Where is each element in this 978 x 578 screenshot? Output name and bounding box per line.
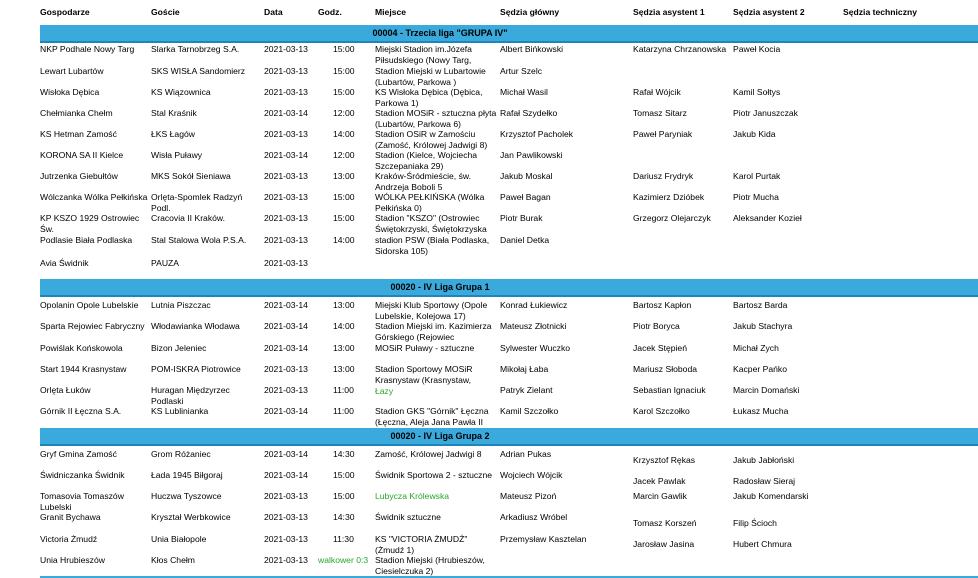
match-date: 2021-03-13 [264, 555, 308, 565]
match-time: 15:00 [333, 44, 355, 54]
col-header-technical: Sędzia techniczny [843, 7, 918, 17]
assistant-referee-2: Filip Ścioch [733, 518, 777, 528]
match-time: 15:00 [333, 213, 355, 223]
match-date: 2021-03-14 [264, 321, 308, 331]
home-team: Wólczanka Wólka Pełkińska [40, 192, 148, 202]
assistant-referee-2: Hubert Chmura [733, 539, 792, 549]
match-time: 14:00 [333, 235, 355, 245]
section-title: 00020 - IV Liga Grupa 1 [390, 282, 490, 292]
match-time: 14:00 [333, 129, 355, 139]
home-team: Granit Bychawa [40, 512, 101, 522]
table-row [40, 385, 978, 406]
match-date: 2021-03-14 [264, 343, 308, 353]
match-venue: Stadion MOSiR - sztuczna płyta (Lubartów, Parkowa 6) [375, 108, 497, 129]
table-row [40, 534, 978, 555]
match-date: 2021-03-14 [264, 300, 308, 310]
match-date: 2021-03-14 [264, 470, 308, 480]
match-date: 2021-03-14 [264, 449, 308, 459]
home-team: Podlasie Biała Podlaska [40, 235, 133, 245]
assistant-referee-2: Jakub Kida [733, 129, 776, 139]
assistant-referee-1: Kazimierz Dzióbek [633, 192, 705, 202]
home-team: Tomasovia Tomaszów Lubelski [40, 491, 124, 512]
assistant-referee-2: Karol Purtak [733, 171, 781, 181]
match-venue: Miejski Klub Sportowy (Opole Lubelskie, Kolejowa 17) [375, 300, 488, 321]
assistant-referee-2: Jakub Komendarski [733, 491, 809, 501]
table-row [40, 213, 978, 234]
table-row [40, 129, 978, 150]
match-venue: Stadion (Kielce, Wojciecha Szczepaniaka 29) [375, 150, 478, 171]
away-team: Unia Białopole [151, 534, 207, 544]
away-team: Wisła Puławy [151, 150, 203, 160]
assistant-referee-2: Kamil Sołtys [733, 87, 781, 97]
assistant-referee-1: Tomasz Korszeń [633, 518, 697, 528]
main-referee: Paweł Bagan [500, 192, 551, 202]
away-team: Huragan Międzyrzec Podlaski [151, 385, 230, 406]
col-header-away: Goście [151, 7, 180, 17]
away-team: MKS Sokół Sieniawa [151, 171, 231, 181]
match-time: 11:00 [333, 385, 354, 395]
match-venue: Stadion OSiR w Zamościu (Zamość, Królowej Jadwigi 8) [375, 129, 488, 150]
match-date: 2021-03-13 [264, 258, 308, 268]
match-time: 15:00 [333, 491, 355, 501]
match-venue: Stadion Miejski im. Kazimierza Górskiego (Rejowiec [375, 321, 492, 342]
assistant-referee-1: Grzegorz Olejarczyk [633, 213, 711, 223]
section-header [40, 428, 978, 446]
assistant-referee-2: Paweł Kocia [733, 44, 781, 54]
home-team: NKP Podhale Nowy Targ [40, 44, 135, 54]
assistant-referee-1: Marcin Gawlik [633, 491, 687, 501]
main-referee: Mikołaj Łaba [500, 364, 549, 374]
home-team: Wisłoka Dębica [40, 87, 100, 97]
match-time: 14:00 [333, 321, 355, 331]
main-referee: Rafał Szydełko [500, 108, 558, 118]
home-team: Lewart Lubartów [40, 66, 104, 76]
main-referee: Artur Szelc [500, 66, 543, 76]
match-date: 2021-03-13 [264, 66, 308, 76]
match-time: 13:00 [333, 300, 355, 310]
match-venue: Stadion "KSZO" (Ostrowiec Świętokrzyski, Świętokrzyska [375, 213, 487, 234]
away-team: Stal Stalowa Wola P.S.A. [151, 235, 247, 245]
match-time: 14:30 [333, 512, 355, 522]
main-referee: Mateusz Złotnicki [500, 321, 567, 331]
main-referee: Krzysztof Pacholek [500, 129, 574, 139]
match-time: 12:00 [333, 108, 355, 118]
col-header-home: Gospodarze [40, 7, 90, 17]
match-venue: MOSiR Puławy - sztuczne [375, 343, 475, 353]
assistant-referee-1: Karol Szczołko [633, 406, 690, 416]
match-venue: KS Wisłoka Dębica (Dębica, Parkowa 1) [375, 87, 483, 108]
main-referee: Jan Pawlikowski [500, 150, 563, 160]
main-referee: Kamil Szczołko [500, 406, 559, 416]
match-date: 2021-03-14 [264, 406, 308, 416]
main-referee: Adrian Pukas [500, 449, 552, 459]
main-referee: Jakub Moskal [500, 171, 553, 181]
match-venue: Kraków-Śródmieście, św. Andrzeja Boboli 5 [375, 171, 471, 192]
main-referee: Piotr Burak [500, 213, 543, 223]
match-venue: Zamość, Królowej Jadwigi 8 [375, 449, 482, 459]
match-venue: KS "VICTORIA ŻMUDŹ" (Żmudź 1) [375, 534, 468, 555]
match-date: 2021-03-13 [264, 235, 308, 245]
match-date: 2021-03-13 [264, 512, 308, 522]
assistant-referee-1: Bartosz Kapłon [633, 300, 692, 310]
section-title: 00004 - Trzecia liga "GRUPA IV" [372, 28, 508, 38]
away-team: Bizon Jeleniec [151, 343, 207, 353]
assistant-referee-1: Jacek Pawlak [633, 476, 686, 486]
table-row [40, 108, 978, 129]
col-header-assistant2: Sędzia asystent 2 [733, 7, 805, 17]
main-referee: Patryk Zielant [500, 385, 553, 395]
section-header [40, 25, 978, 43]
away-team: Łada 1945 Biłgoraj [151, 470, 223, 480]
home-team: Opolanin Opole Lubelskie [40, 300, 139, 310]
table-row [40, 192, 978, 213]
table-row [40, 256, 978, 277]
assistant-referee-1: Katarzyna Chrzanowska [633, 44, 727, 54]
assistant-referee-2: Piotr Mucha [733, 192, 779, 202]
match-date: 2021-03-13 [264, 87, 308, 97]
match-venue: Stadion Miejski w Lubartowie (Lubartów, Parkowa ) [375, 66, 486, 87]
match-venue: stadion PSW (Biała Podlaska, Sidorska 105) [375, 235, 490, 256]
table-row [40, 470, 978, 491]
assistant-referee-2: Piotr Januszczak [733, 108, 798, 118]
home-team: Start 1944 Krasnystaw [40, 364, 127, 374]
match-date: 2021-03-13 [264, 491, 308, 501]
assistant-referee-1: Krzysztof Rękas [633, 455, 696, 465]
match-time: 15:00 [333, 66, 355, 76]
main-referee: Sylwester Wuczko [500, 343, 571, 353]
assistant-referee-2: Aleksander Kozieł [733, 213, 802, 223]
col-header-date: Data [264, 7, 283, 17]
away-team: Slarka Tarnobrzeg S.A. [151, 44, 240, 54]
home-team: KORONA SA II Kielce [40, 150, 124, 160]
assistant-referee-2: Łukasz Mucha [733, 406, 789, 416]
away-team: Stal Kraśnik [151, 108, 197, 118]
match-date: 2021-03-14 [264, 108, 308, 118]
home-team: Sparta Rejowiec Fabryczny [40, 321, 145, 331]
match-time: 13:00 [333, 343, 355, 353]
main-referee: Arkadiusz Wróbel [500, 512, 568, 522]
match-venue: Miejski Stadion im.Józefa Piłsudskiego (Nowy Targ, [375, 44, 472, 65]
away-team: Cracovia II Kraków. [151, 213, 226, 223]
main-referee: Daniel Detka [500, 235, 550, 245]
assistant-referee-2: Kacper Pańko [733, 364, 787, 374]
match-time: 15:00 [333, 87, 355, 97]
home-team: Chełmianka Chełm [40, 108, 113, 118]
main-referee: Konrad Łukiewicz [500, 300, 568, 310]
match-time: 11:00 [333, 406, 354, 416]
match-date: 2021-03-13 [264, 171, 308, 181]
away-team: Orlęta-Spomlek Radzyń Podl. [151, 192, 243, 213]
main-referee: Michał Wasil [500, 87, 548, 97]
match-date: 2021-03-13 [264, 192, 308, 202]
match-time: 13:00 [333, 171, 355, 181]
match-time: 12:00 [333, 150, 355, 160]
assistant-referee-1: Tomasz Sitarz [633, 108, 687, 118]
assistant-referee-1: Sebastian Ignaciuk [633, 385, 706, 395]
match-date: 2021-03-13 [264, 364, 308, 374]
assistant-referee-2: Radosław Sieraj [733, 476, 796, 486]
match-date: 2021-03-14 [264, 150, 308, 160]
away-team: Kłos Chełm [151, 555, 195, 565]
away-team: Włodawianka Włodawa [151, 321, 240, 331]
match-date: 2021-03-13 [264, 213, 308, 223]
home-team: Górnik II Łęczna S.A. [40, 406, 122, 416]
table-row [40, 87, 978, 108]
assistant-referee-2: Bartosz Barda [733, 300, 788, 310]
table-row [40, 171, 978, 192]
away-team: Lutnia Piszczac [151, 300, 211, 310]
table-row [40, 66, 978, 87]
match-result-status: walkower 0:3 [318, 555, 369, 565]
match-venue: WÓLKA PEŁKIŃSKA (Wólka Pełkińska 0) [375, 192, 485, 213]
match-date: 2021-03-13 [264, 385, 308, 395]
main-referee: Mateusz Pizoń [500, 491, 557, 501]
main-referee: Wojciech Wójcik [500, 470, 563, 480]
col-header-referee: Sędzia główny [500, 7, 560, 17]
assistant-referee-2: Michał Zych [733, 343, 779, 353]
away-team: ŁKS Łagów [151, 129, 195, 139]
assistant-referee-2: Marcin Domański [733, 385, 800, 395]
table-row [40, 449, 978, 470]
home-team: Świdniczanka Świdnik [40, 470, 125, 480]
match-time: 14:30 [333, 449, 355, 459]
match-time: 13:00 [333, 364, 355, 374]
away-team: Kryształ Werbkowice [151, 512, 231, 522]
table-row [40, 321, 978, 342]
match-venue: Stadion Miejski (Hrubieszów, Ciesielczuka 2) [375, 555, 485, 576]
section-title: 00020 - IV Liga Grupa 2 [390, 431, 490, 441]
table-header [40, 7, 978, 19]
away-team: PAUZA [151, 258, 180, 268]
table-row [40, 150, 978, 171]
home-team: Powiślak Końskowola [40, 343, 123, 353]
col-header-assistant1: Sędzia asystent 1 [633, 7, 705, 17]
away-team: POM-ISKRA Piotrowice [151, 364, 241, 374]
match-time: 15:00 [333, 192, 355, 202]
home-team: Unia Hrubieszów [40, 555, 105, 565]
assistant-referee-1: Jacek Stępień [633, 343, 687, 353]
assistant-referee-2: Jakub Jabłoński [733, 455, 795, 465]
away-team: KS Wiązownica [151, 87, 211, 97]
match-venue: Łazy [375, 386, 394, 396]
match-venue: Stadion Sportowy MOSiR Krasnystaw (Krasnystaw, [375, 364, 473, 385]
match-date: 2021-03-13 [264, 44, 308, 54]
away-team: KS Lublinianka [151, 406, 209, 416]
table-row [40, 364, 978, 385]
table-row [40, 343, 978, 364]
match-venue: Stadion GKS "Górnik" Łęczna (Łęczna, Aleja Jana Pawła II [375, 406, 489, 427]
match-venue: Świdnik sztuczne [375, 512, 441, 522]
home-team: Orlęta Łuków [40, 385, 91, 395]
assistant-referee-1: Dariusz Frydryk [633, 171, 694, 181]
away-team: Grom Różaniec [151, 449, 211, 459]
table-row [40, 491, 978, 512]
home-team: Jutrzenka Giebułtów [40, 171, 118, 181]
away-team: Huczwa Tyszowce [151, 491, 222, 501]
assistant-referee-1: Paweł Paryniak [633, 129, 693, 139]
assistant-referee-1: Mariusz Słoboda [633, 364, 698, 374]
assistant-referee-1: Piotr Boryca [633, 321, 680, 331]
section-header [40, 279, 978, 297]
home-team: KS Hetman Zamość [40, 129, 117, 139]
main-referee: Albert Bińkowski [500, 44, 564, 54]
col-header-time: Godz. [318, 7, 342, 17]
table-row [40, 235, 978, 256]
home-team: Victoria Żmudź [40, 534, 98, 544]
match-time: 11:30 [333, 534, 354, 544]
home-team: Avia Świdnik [40, 258, 89, 268]
assistant-referee-1: Rafał Wójcik [633, 87, 681, 97]
home-team: KP KSZO 1929 Ostrowiec Św. [40, 213, 140, 234]
match-time: 15:00 [333, 470, 355, 480]
table-row [40, 300, 978, 321]
assistant-referee-2: Jakub Stachyra [733, 321, 793, 331]
match-venue: Świdnik Sportowa 2 - sztuczne [375, 470, 493, 480]
match-date: 2021-03-13 [264, 534, 308, 544]
col-header-venue: Miejsce [375, 7, 407, 17]
match-date: 2021-03-13 [264, 129, 308, 139]
main-referee: Przemysław Kasztelan [500, 534, 587, 544]
table-row [40, 44, 978, 66]
match-venue: Lubycza Królewska [375, 491, 450, 501]
table-row [40, 512, 978, 533]
table-row [40, 406, 978, 427]
table-row [40, 555, 978, 576]
home-team: Gryf Gmina Zamość [40, 449, 117, 459]
away-team: SKS WISŁA Sandomierz [151, 66, 246, 76]
assistant-referee-1: Jarosław Jasina [633, 539, 695, 549]
